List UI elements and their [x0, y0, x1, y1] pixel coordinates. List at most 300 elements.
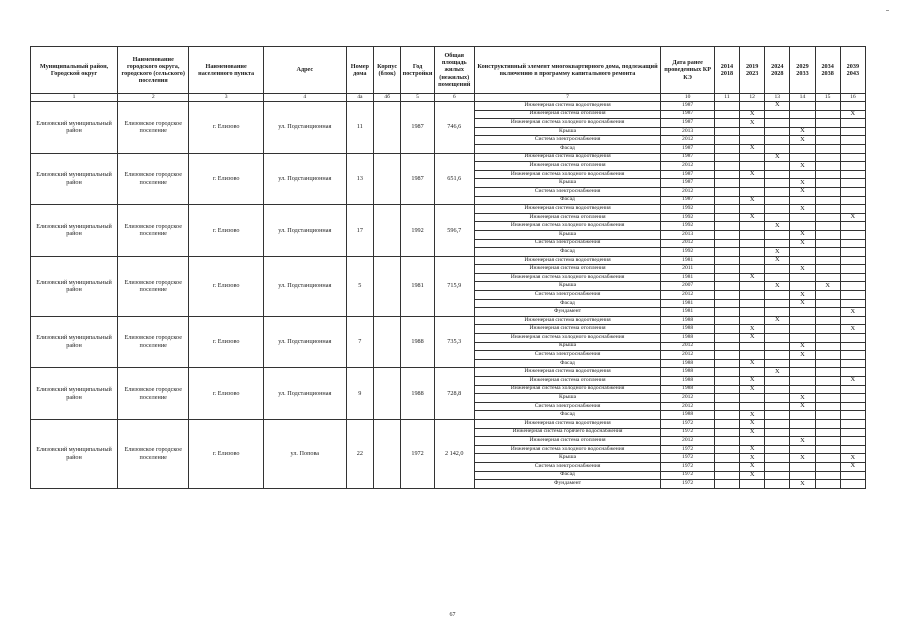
previous-repair-date-cell: 1992 — [661, 248, 714, 257]
period-mark-cell: X — [740, 144, 765, 153]
previous-repair-date-cell: 1987 — [661, 119, 714, 128]
period-mark-cell — [840, 162, 865, 171]
build-year-cell: 1972 — [401, 419, 435, 488]
area-cell: 2 142,0 — [434, 419, 474, 488]
element-name-cell: Инженерная система водоотведения — [474, 419, 661, 428]
period-mark-cell: X — [765, 282, 790, 291]
period-mark-cell — [740, 222, 765, 231]
period-mark-cell — [740, 351, 765, 360]
previous-repair-date-cell: 1987 — [661, 170, 714, 179]
period-mark-cell — [714, 136, 739, 145]
period-mark-cell: X — [740, 385, 765, 394]
period-mark-cell — [815, 222, 840, 231]
element-name-cell: Инженерная система водоотведения — [474, 102, 661, 111]
area-cell: 728,8 — [434, 368, 474, 420]
area-cell: 746,6 — [434, 102, 474, 154]
period-mark-cell — [714, 342, 739, 351]
period-mark-cell: X — [740, 462, 765, 471]
page-number: 67 — [449, 612, 456, 618]
period-mark-cell — [765, 170, 790, 179]
period-mark-cell: X — [740, 170, 765, 179]
previous-repair-date-cell: 1972 — [661, 445, 714, 454]
period-mark-cell — [765, 110, 790, 119]
previous-repair-date-cell: 1988 — [661, 377, 714, 386]
period-mark-cell: X — [815, 282, 840, 291]
period-mark-cell — [765, 308, 790, 317]
element-name-cell: Крыша — [474, 454, 661, 463]
period-mark-cell: X — [790, 394, 815, 403]
settlement-cell: Елизовское городское поселение — [118, 102, 189, 154]
period-mark-cell — [790, 282, 815, 291]
element-name-cell: Система электроснабжения — [474, 291, 661, 300]
period-mark-cell — [714, 377, 739, 386]
period-mark-cell — [765, 325, 790, 334]
header-element: Конструктивный элемент многоквартирного дома, подлежащий включению в программу капитального ремонта — [474, 47, 661, 94]
period-mark-cell — [840, 480, 865, 489]
period-mark-cell — [815, 342, 840, 351]
element-name-cell: Фасад — [474, 471, 661, 480]
period-mark-cell: X — [790, 239, 815, 248]
header-block: Корпус (блок) — [373, 47, 400, 94]
element-name-cell: Инженерная система горячего водоснабжения — [474, 428, 661, 437]
colnum: 5 — [401, 94, 435, 102]
period-mark-cell — [765, 437, 790, 446]
period-mark-cell — [840, 102, 865, 111]
period-mark-cell: X — [740, 325, 765, 334]
element-name-cell: Фасад — [474, 248, 661, 257]
period-mark-cell: X — [790, 162, 815, 171]
locality-cell: г. Елизово — [189, 256, 263, 316]
period-mark-cell: X — [790, 299, 815, 308]
period-mark-cell: X — [790, 230, 815, 239]
period-mark-cell: X — [790, 136, 815, 145]
period-mark-cell — [740, 102, 765, 111]
period-mark-cell — [714, 334, 739, 343]
period-mark-cell — [714, 213, 739, 222]
area-cell: 735,3 — [434, 316, 474, 368]
previous-repair-date-cell: 2012 — [661, 402, 714, 411]
period-mark-cell: X — [740, 110, 765, 119]
period-mark-cell — [815, 454, 840, 463]
period-mark-cell — [765, 462, 790, 471]
element-name-cell: Инженерная система холодного водоснабжения — [474, 445, 661, 454]
period-mark-cell — [740, 402, 765, 411]
period-mark-cell — [840, 291, 865, 300]
previous-repair-date-cell: 2012 — [661, 437, 714, 446]
locality-cell: г. Елизово — [189, 205, 263, 257]
previous-repair-date-cell: 1981 — [661, 256, 714, 265]
period-mark-cell — [765, 334, 790, 343]
period-mark-cell — [765, 394, 790, 403]
period-mark-cell: X — [840, 110, 865, 119]
period-mark-cell: X — [840, 325, 865, 334]
period-mark-cell — [840, 127, 865, 136]
period-mark-cell — [740, 239, 765, 248]
previous-repair-date-cell: 1972 — [661, 428, 714, 437]
element-name-cell: Крыша — [474, 230, 661, 239]
area-cell: 596,7 — [434, 205, 474, 257]
house-number-cell: 17 — [346, 205, 373, 257]
element-name-cell: Фасад — [474, 359, 661, 368]
period-mark-cell — [815, 127, 840, 136]
element-name-cell: Фасад — [474, 196, 661, 205]
period-mark-cell — [790, 110, 815, 119]
period-mark-cell: X — [840, 462, 865, 471]
period-mark-cell — [840, 385, 865, 394]
previous-repair-date-cell: 2012 — [661, 351, 714, 360]
period-mark-cell: X — [840, 213, 865, 222]
period-mark-cell — [740, 127, 765, 136]
period-mark-cell: X — [740, 471, 765, 480]
header-row — [31, 47, 866, 94]
period-mark-cell — [790, 119, 815, 128]
period-mark-cell — [790, 334, 815, 343]
previous-repair-date-cell: 1972 — [661, 480, 714, 489]
period-mark-cell — [740, 316, 765, 325]
period-mark-cell — [840, 316, 865, 325]
period-mark-cell — [790, 368, 815, 377]
period-mark-cell — [740, 437, 765, 446]
element-name-cell: Система электроснабжения — [474, 462, 661, 471]
period-mark-cell — [714, 222, 739, 231]
period-mark-cell — [815, 205, 840, 214]
colnum: 4б — [373, 94, 400, 102]
element-name-cell: Крыша — [474, 179, 661, 188]
period-mark-cell — [714, 153, 739, 162]
area-cell: 715,9 — [434, 256, 474, 316]
header-settlement: Наименование городского округа, городского (сельского) поселения — [118, 47, 189, 94]
period-mark-cell: X — [740, 428, 765, 437]
period-mark-cell — [714, 411, 739, 420]
period-mark-cell — [740, 230, 765, 239]
previous-repair-date-cell: 2013 — [661, 127, 714, 136]
period-mark-cell — [815, 291, 840, 300]
previous-repair-date-cell: 1992 — [661, 205, 714, 214]
address-cell: ул. Попова — [263, 419, 346, 488]
element-name-cell: Инженерная система холодного водоснабжения — [474, 273, 661, 282]
previous-repair-date-cell: 2012 — [661, 162, 714, 171]
period-mark-cell: X — [790, 342, 815, 351]
period-mark-cell: X — [740, 445, 765, 454]
period-mark-cell — [765, 445, 790, 454]
period-mark-cell — [765, 239, 790, 248]
period-mark-cell — [815, 402, 840, 411]
previous-repair-date-cell: 1987 — [661, 110, 714, 119]
period-mark-cell — [765, 119, 790, 128]
period-mark-cell — [740, 187, 765, 196]
document-sheet — [30, 46, 866, 489]
period-mark-cell — [714, 480, 739, 489]
address-cell: ул. Подстанционная — [263, 153, 346, 205]
header-period-2024: 2024 2028 — [765, 47, 790, 94]
district-cell: Елизовский муниципальный район — [31, 205, 118, 257]
period-mark-cell — [765, 359, 790, 368]
previous-repair-date-cell: 1981 — [661, 299, 714, 308]
element-name-cell: Крыша — [474, 394, 661, 403]
period-mark-cell: X — [790, 351, 815, 360]
period-mark-cell: X — [740, 119, 765, 128]
period-mark-cell — [815, 136, 840, 145]
address-cell: ул. Подстанционная — [263, 316, 346, 368]
block-cell — [373, 256, 400, 316]
colnum: 16 — [840, 94, 865, 102]
period-mark-cell — [815, 480, 840, 489]
period-mark-cell — [790, 308, 815, 317]
period-mark-cell — [815, 419, 840, 428]
district-cell: Елизовский муниципальный район — [31, 316, 118, 368]
previous-repair-date-cell: 1988 — [661, 334, 714, 343]
period-mark-cell — [714, 248, 739, 257]
house-number-cell: 22 — [346, 419, 373, 488]
district-cell: Елизовский муниципальный район — [31, 256, 118, 316]
period-mark-cell — [714, 170, 739, 179]
element-name-cell: Инженерная система холодного водоснабжения — [474, 222, 661, 231]
register-body — [31, 102, 866, 489]
element-name-cell: Инженерная система водоотведения — [474, 153, 661, 162]
period-mark-cell — [840, 282, 865, 291]
period-mark-cell — [714, 187, 739, 196]
period-mark-cell — [790, 273, 815, 282]
previous-repair-date-cell: 2012 — [661, 342, 714, 351]
table-row — [31, 368, 866, 377]
period-mark-cell — [840, 205, 865, 214]
settlement-cell: Елизовское городское поселение — [118, 153, 189, 205]
district-cell: Елизовский муниципальный район — [31, 368, 118, 420]
period-mark-cell — [815, 170, 840, 179]
period-mark-cell — [840, 299, 865, 308]
period-mark-cell: X — [765, 256, 790, 265]
period-mark-cell — [740, 368, 765, 377]
element-name-cell: Инженерная система отопления — [474, 265, 661, 274]
period-mark-cell — [714, 308, 739, 317]
period-mark-cell — [815, 273, 840, 282]
period-mark-cell — [765, 342, 790, 351]
element-name-cell: Инженерная система холодного водоснабжения — [474, 385, 661, 394]
header-house: Номер дома — [346, 47, 373, 94]
address-cell: ул. Подстанционная — [263, 256, 346, 316]
period-mark-cell: X — [740, 419, 765, 428]
period-mark-cell — [714, 299, 739, 308]
period-mark-cell — [840, 359, 865, 368]
period-mark-cell — [765, 265, 790, 274]
element-name-cell: Инженерная система отопления — [474, 377, 661, 386]
period-mark-cell — [840, 419, 865, 428]
period-mark-cell — [840, 334, 865, 343]
period-mark-cell — [714, 239, 739, 248]
address-cell: ул. Подстанционная — [263, 368, 346, 420]
previous-repair-date-cell: 2013 — [661, 230, 714, 239]
period-mark-cell — [815, 110, 840, 119]
element-name-cell: Система электроснабжения — [474, 136, 661, 145]
colnum: 12 — [740, 94, 765, 102]
previous-repair-date-cell: 1981 — [661, 308, 714, 317]
period-mark-cell — [790, 419, 815, 428]
period-mark-cell — [815, 162, 840, 171]
period-mark-cell — [815, 377, 840, 386]
settlement-cell: Елизовское городское поселение — [118, 419, 189, 488]
period-mark-cell — [740, 308, 765, 317]
header-locality: Наименование населенного пункта — [189, 47, 263, 94]
period-mark-cell — [815, 428, 840, 437]
element-name-cell: Инженерная система холодного водоснабжения — [474, 170, 661, 179]
period-mark-cell — [840, 248, 865, 257]
element-name-cell: Инженерная система холодного водоснабжения — [474, 119, 661, 128]
period-mark-cell: X — [790, 454, 815, 463]
period-mark-cell: X — [765, 368, 790, 377]
period-mark-cell — [765, 471, 790, 480]
colnum: 2 — [118, 94, 189, 102]
repair-register-table — [30, 46, 866, 489]
element-name-cell: Фасад — [474, 144, 661, 153]
previous-repair-date-cell: 1972 — [661, 454, 714, 463]
colnum: 4 — [263, 94, 346, 102]
header-period-2029: 2029 2033 — [790, 47, 815, 94]
period-mark-cell — [765, 480, 790, 489]
period-mark-cell — [740, 342, 765, 351]
period-mark-cell — [840, 411, 865, 420]
period-mark-cell — [815, 196, 840, 205]
period-mark-cell — [790, 222, 815, 231]
settlement-cell: Елизовское городское поселение — [118, 205, 189, 257]
header-period-2039: 2039 2043 — [840, 47, 865, 94]
period-mark-cell — [765, 144, 790, 153]
period-mark-cell — [790, 144, 815, 153]
locality-cell: г. Елизово — [189, 368, 263, 420]
period-mark-cell: X — [765, 222, 790, 231]
period-mark-cell: X — [840, 308, 865, 317]
period-mark-cell — [815, 334, 840, 343]
previous-repair-date-cell: 1987 — [661, 179, 714, 188]
period-mark-cell — [714, 402, 739, 411]
period-mark-cell — [815, 213, 840, 222]
period-mark-cell — [815, 316, 840, 325]
period-mark-cell — [815, 351, 840, 360]
house-number-cell: 9 — [346, 368, 373, 420]
house-number-cell: 5 — [346, 256, 373, 316]
period-mark-cell — [740, 248, 765, 257]
period-mark-cell — [714, 368, 739, 377]
block-cell — [373, 102, 400, 154]
period-mark-cell — [790, 411, 815, 420]
period-mark-cell — [765, 162, 790, 171]
previous-repair-date-cell: 1988 — [661, 385, 714, 394]
period-mark-cell — [840, 239, 865, 248]
period-mark-cell: X — [840, 454, 865, 463]
period-mark-cell — [714, 205, 739, 214]
element-name-cell: Инженерная система водоотведения — [474, 256, 661, 265]
period-mark-cell — [740, 136, 765, 145]
period-mark-cell — [790, 213, 815, 222]
period-mark-cell — [714, 385, 739, 394]
previous-repair-date-cell: 1992 — [661, 222, 714, 231]
table-row — [31, 316, 866, 325]
previous-repair-date-cell: 1992 — [661, 213, 714, 222]
build-year-cell: 1987 — [401, 153, 435, 205]
period-mark-cell — [714, 419, 739, 428]
header-district: Муниципальный район, Городской округ — [31, 47, 118, 94]
build-year-cell: 1988 — [401, 316, 435, 368]
element-name-cell: Крыша — [474, 282, 661, 291]
element-name-cell: Крыша — [474, 342, 661, 351]
period-mark-cell — [765, 213, 790, 222]
period-mark-cell — [765, 385, 790, 394]
period-mark-cell — [740, 291, 765, 300]
previous-repair-date-cell: 1972 — [661, 419, 714, 428]
period-mark-cell — [815, 102, 840, 111]
period-mark-cell: X — [840, 377, 865, 386]
previous-repair-date-cell: 2011 — [661, 265, 714, 274]
period-mark-cell: X — [765, 248, 790, 257]
previous-repair-date-cell: 2012 — [661, 136, 714, 145]
block-cell — [373, 419, 400, 488]
house-number-cell: 11 — [346, 102, 373, 154]
period-mark-cell: X — [740, 273, 765, 282]
period-mark-cell — [840, 256, 865, 265]
period-mark-cell — [765, 351, 790, 360]
period-mark-cell: X — [740, 377, 765, 386]
period-mark-cell — [815, 462, 840, 471]
build-year-cell: 1992 — [401, 205, 435, 257]
period-mark-cell — [714, 351, 739, 360]
period-mark-cell: X — [790, 187, 815, 196]
period-mark-cell — [840, 445, 865, 454]
period-mark-cell — [790, 170, 815, 179]
period-mark-cell — [765, 291, 790, 300]
period-mark-cell — [790, 256, 815, 265]
period-mark-cell — [714, 394, 739, 403]
period-mark-cell — [815, 248, 840, 257]
period-mark-cell — [714, 471, 739, 480]
period-mark-cell: X — [740, 334, 765, 343]
previous-repair-date-cell: 1988 — [661, 411, 714, 420]
previous-repair-date-cell: 1988 — [661, 368, 714, 377]
period-mark-cell — [840, 179, 865, 188]
element-name-cell: Крыша — [474, 127, 661, 136]
period-mark-cell — [740, 394, 765, 403]
address-cell: ул. Подстанционная — [263, 102, 346, 154]
locality-cell: г. Елизово — [189, 102, 263, 154]
period-mark-cell — [714, 316, 739, 325]
previous-repair-date-cell: 1972 — [661, 471, 714, 480]
colnum: 1 — [31, 94, 118, 102]
period-mark-cell — [815, 179, 840, 188]
period-mark-cell — [714, 325, 739, 334]
period-mark-cell — [840, 187, 865, 196]
locality-cell: г. Елизово — [189, 316, 263, 368]
element-name-cell: Инженерная система водоотведения — [474, 205, 661, 214]
previous-repair-date-cell: 1987 — [661, 153, 714, 162]
column-number-row — [31, 94, 866, 102]
colnum: 11 — [714, 94, 739, 102]
period-mark-cell — [790, 385, 815, 394]
colnum: 3 — [189, 94, 263, 102]
period-mark-cell — [714, 102, 739, 111]
table-row — [31, 153, 866, 162]
period-mark-cell — [840, 144, 865, 153]
period-mark-cell — [815, 153, 840, 162]
district-cell: Елизовский муниципальный район — [31, 153, 118, 205]
element-name-cell: Инженерная система водоотведения — [474, 316, 661, 325]
colnum: 15 — [815, 94, 840, 102]
element-name-cell: Фундамент — [474, 308, 661, 317]
period-mark-cell: X — [790, 179, 815, 188]
house-number-cell: 7 — [346, 316, 373, 368]
period-mark-cell — [714, 179, 739, 188]
period-mark-cell — [790, 316, 815, 325]
house-number-cell: 13 — [346, 153, 373, 205]
header-year: Год постройки — [401, 47, 435, 94]
period-mark-cell — [840, 136, 865, 145]
